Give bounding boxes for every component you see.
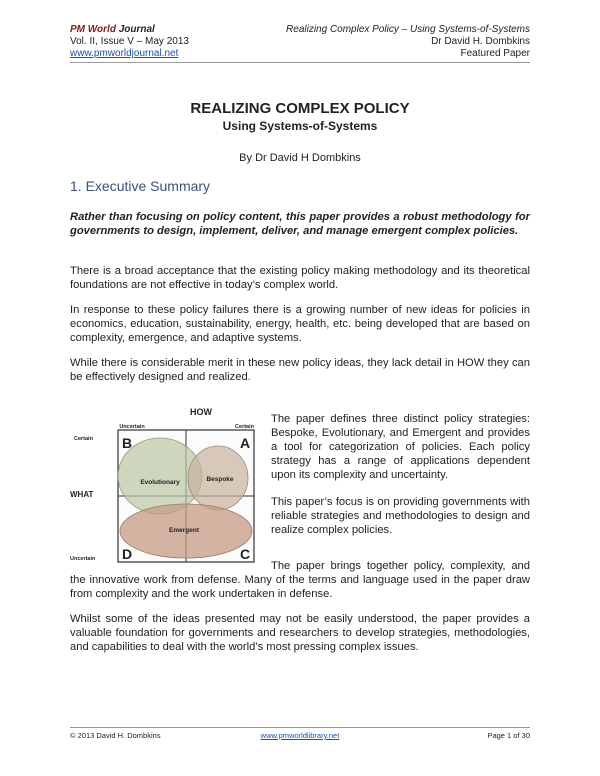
emergent-label: Emergent	[169, 527, 199, 534]
issue-line: Vol. II, Issue V – May 2013	[70, 36, 189, 47]
journal-brand: PM World	[70, 24, 116, 35]
what-label: WHAT	[70, 490, 94, 499]
footer-page-number: Page 1 of 30	[487, 731, 530, 740]
side-paragraph-1: The paper defines three distinct policy strategies: Bespoke, Evolutionary, and Emergent and provides a tool for categorization of policies. Each policy strategy has a range of applications dependent upon its complexity and uncertainty.	[271, 413, 530, 481]
paragraph-2: In response to these policy failures there is a growing number of new ideas for policies in economics, education, sustainability, energy, health, etc. being developed that are based on complexity, emergence, and adaptive systems.	[70, 304, 530, 344]
uncertain-left-label: Uncertain	[70, 556, 96, 562]
quadrant-c-label: C	[240, 546, 251, 562]
certain-top-label: Certain	[235, 424, 254, 430]
side-paragraph-2: This paper’s focus is on providing governments with reliable strategies and methodologies to design and realize complex policies.	[271, 496, 530, 536]
journal-website-link[interactable]: www.pmworldjournal.net	[70, 48, 179, 59]
header-rule	[70, 62, 530, 63]
journal-name	[70, 24, 189, 36]
header-left	[70, 24, 189, 60]
uncertain-top-label: Uncertain	[119, 424, 145, 430]
paper-title: REALIZING COMPLEX POLICY	[190, 100, 410, 117]
quadrant-a-label: A	[240, 435, 251, 451]
evolutionary-label: Evolutionary	[140, 479, 180, 486]
section-heading: 1. Executive Summary	[70, 178, 211, 194]
byline: By Dr David H Dombkins	[239, 152, 361, 164]
policy-strategy-diagram	[68, 404, 268, 566]
paragraph-5: Whilst some of the ideas presented may not be easily understood, the paper provides a valuable foundation for governments and researchers to develop strategies, methodologies, and capabilities to deal with the world’s most pressing complex issues.	[70, 613, 530, 653]
journal-word: Journal	[118, 24, 155, 35]
bespoke-label: Bespoke	[206, 476, 234, 483]
header-author: Dr David H. Dombkins	[431, 36, 530, 47]
lead-paragraph: Rather than focusing on policy content, this paper provides a robust methodology for governments to design, implement, deliver, and manage emergent complex policies.	[70, 211, 530, 237]
quadrant-b-label: B	[122, 435, 133, 451]
running-title: Realizing Complex Policy – Using Systems-of-Systems	[286, 24, 530, 35]
footer-copyright: © 2013 David H. Dombkins	[70, 731, 161, 740]
certain-left-label: Certain	[74, 436, 93, 442]
paper-type: Featured Paper	[460, 48, 530, 59]
footer-website-link[interactable]: www.pmworldlibrary.net	[260, 731, 340, 740]
footer-rule	[70, 727, 530, 728]
paper-subtitle: Using Systems-of-Systems	[222, 119, 378, 133]
paragraph-1: There is a broad acceptance that the existing policy making methodology and its theoretical foundations are not effective in today’s complex world.	[70, 265, 530, 291]
quadrant-d-label: D	[122, 546, 133, 562]
how-label: HOW	[190, 407, 212, 417]
paragraph-4: The paper brings together policy, complexity, and the innovative work from defense. Many of the terms and language used in the paper draw from complexity and the work undertaken in defense.	[70, 560, 530, 600]
paragraph-3: While there is considerable merit in these new policy ideas, they lack detail in HOW they can be effectively designed and realized.	[70, 357, 530, 383]
header-right	[286, 24, 530, 60]
